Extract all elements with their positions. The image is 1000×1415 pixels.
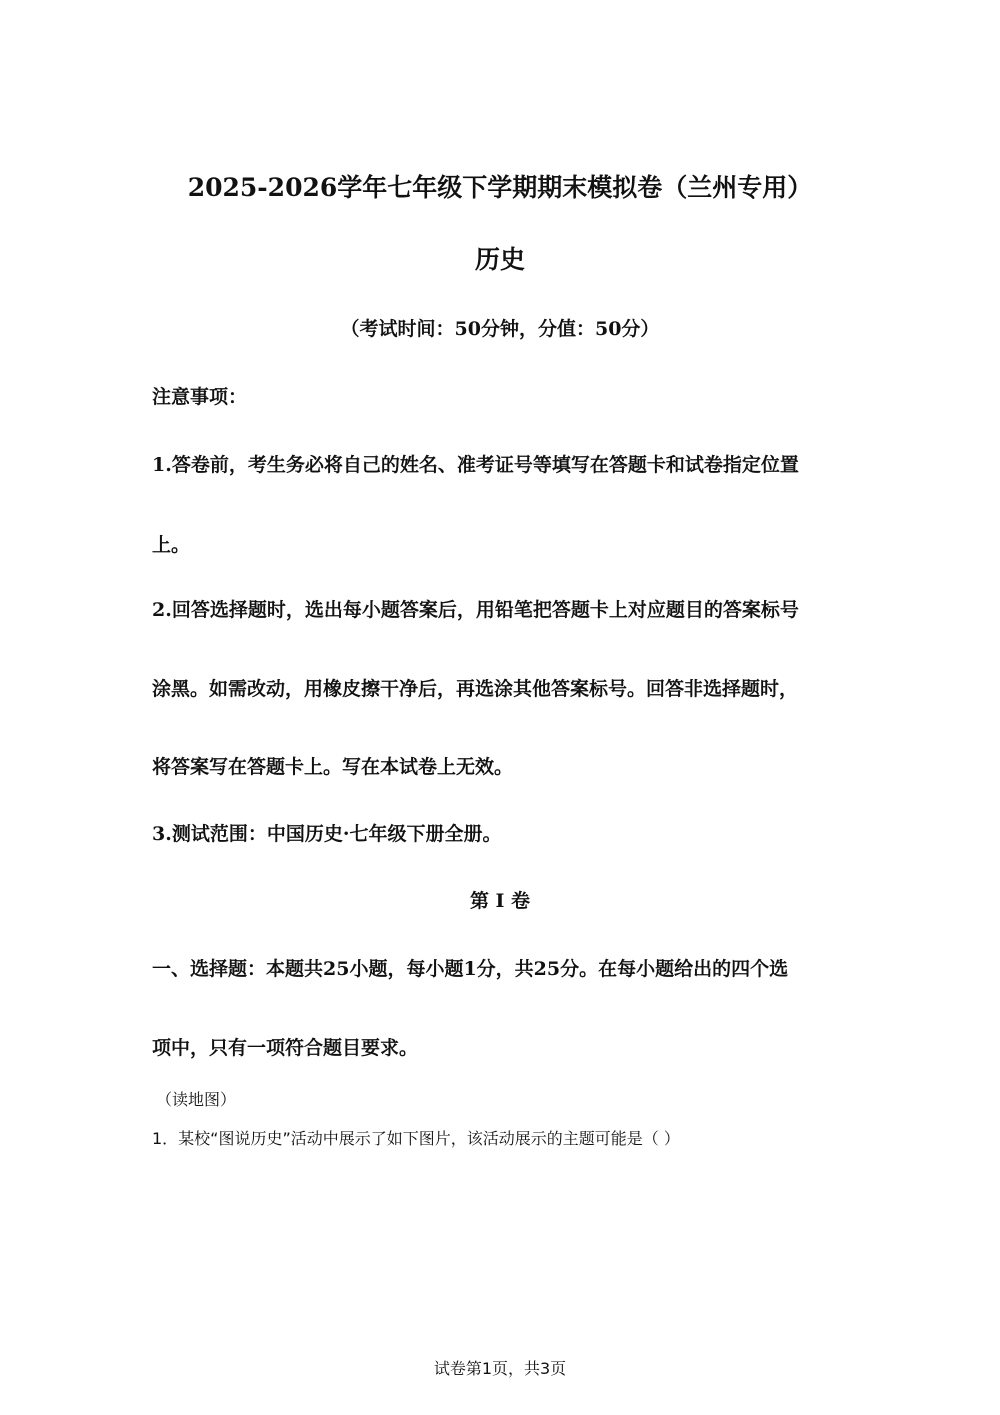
notice-item-1-line-1: 1.答卷前，考生务必将自己的姓名、准考证号等填写在答题卡和试卷指定位置 xyxy=(152,454,799,476)
question-1-text: 1．某校“图说历史”活动中展示了如下图片，该活动展示的主题可能是（ ） xyxy=(152,1129,680,1148)
exam-subject: 历史 xyxy=(474,245,525,274)
section-instruction-line-2: 项中，只有一项符合题目要求。 xyxy=(152,1037,419,1059)
notice-item-2-line-2: 涂黑。如需改动，用橡皮擦干净后，再选涂其他答案标号。回答非选择题时， xyxy=(152,678,799,700)
volume-heading: 第 I 卷 xyxy=(469,890,531,912)
notice-item-2-line-3: 将答案写在答题卡上。写在本试卷上无效。 xyxy=(152,756,514,778)
question-category: （读地图） xyxy=(156,1090,237,1109)
notice-item-2-line-1: 2.回答选择题时，选出每小题答案后，用铅笔把答题卡上对应题目的答案标号 xyxy=(152,599,799,621)
exam-title: 2025-2026学年七年级下学期期末模拟卷（兰州专用） xyxy=(187,173,813,202)
notice-heading: 注意事项： xyxy=(152,386,248,408)
notice-item-3: 3.测试范围：中国历史·七年级下册全册。 xyxy=(152,823,502,845)
exam-time-score: （考试时间：50分钟，分值：50分） xyxy=(340,318,660,340)
page-footer: 试卷第1页，共3页 xyxy=(433,1359,567,1378)
section-instruction-line-1: 一、选择题：本题共25小题，每小题1分，共25分。在每小题给出的四个选 xyxy=(152,958,789,980)
notice-item-1-line-2: 上。 xyxy=(152,534,191,556)
